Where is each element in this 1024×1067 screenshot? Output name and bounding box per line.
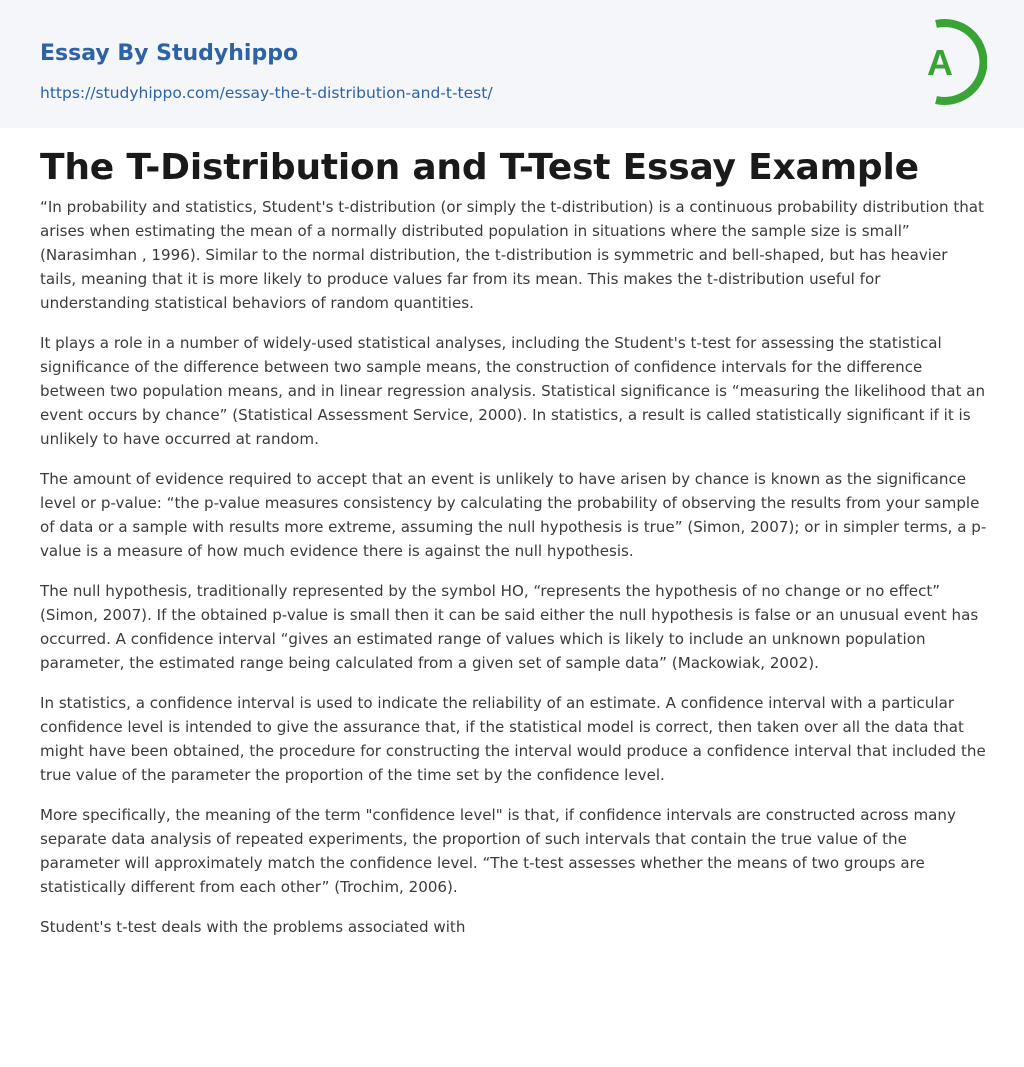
studyhippo-logo-icon[interactable] — [911, 18, 987, 106]
paragraph-2: It plays a role in a number of widely-used statistical analyses, including the Student's t-test for assessing the statistical significance of the difference between two sample means, the construction of confidence intervals for the difference between two population means, and in linear regression analysis. Statistical significance is “measuring the likelihood that an event occurs by chance” (Statistical Assessment Service, 2000). In statistics, a result is called statistically significant if it is unlikely to have occurred at random. — [40, 334, 986, 448]
paragraph-3: The amount of evidence required to accept that an event is unlikely to have arisen by chance is known as the significance level or p-value: “the p-value measures consistency by calculating the probability of observing the results from your sample of data or a sample with results more extreme, assuming the null hypothesis is true” (Simon, 2007); or in simpler terms, a p-value is a measure of how much evidence there is against the null hypothesis. — [40, 470, 987, 560]
paragraph-6: More specifically, the meaning of the term "confidence level" is that, if confidence intervals are constructed across many separate data analysis of repeated experiments, the proportion of such intervals that contain the true value of the parameter will approximately match the confidence level. “The t-test assesses whether the means of two groups are statistically different from each other” (Trochim, 2006). — [40, 806, 956, 896]
paragraph-4: The null hypothesis, traditionally represented by the symbol HO, “represents the hypothesis of no change or no effect” (Simon, 2007). If the obtained p-value is small then it can be said either the null hypothesis is false or an unusual event has occurred. A confidence interval “gives an estimated range of values which is likely to include an unknown population parameter, the estimated range being calculated from a given set of sample data” (Mackowiak, 2002). — [40, 582, 979, 672]
paragraph-7: Student's t-test deals with the problems associated with — [40, 918, 466, 936]
page-header — [0, 0, 1024, 128]
paragraph-5: In statistics, a confidence interval is used to indicate the reliability of an estimate. A confidence interval with a particular confidence level is intended to give the assurance that, if the statistical model is correct, then taken over all the data that might have been obtained, the procedure for constructing the interval would produce a confidence interval that included the true value of the parameter the proportion of the time set by the confidence level. — [40, 694, 986, 784]
page-title: The T-Distribution and T-Test Essay Example — [40, 147, 919, 188]
site-title[interactable]: Essay By Studyhippo — [40, 41, 299, 66]
logo-letter: A — [927, 42, 953, 83]
source-url-link[interactable]: https://studyhippo.com/essay-the-t-distribution-and-t-test/ — [40, 84, 493, 102]
paragraph-1: “In probability and statistics, Student's t-distribution (or simply the t-distribution) is a continuous probability distribution that arises when estimating the mean of a normally distributed population in situations where the sample size is small” (Narasimhan , 1996). Similar to the normal distribution, the t-distribution is symmetric and bell-shaped, but has heavier tails, meaning that it is more likely to produce values far from its mean. This makes the t-distribution useful for understanding statistical behaviors of random quantities. — [40, 198, 984, 312]
article — [40, 143, 988, 955]
